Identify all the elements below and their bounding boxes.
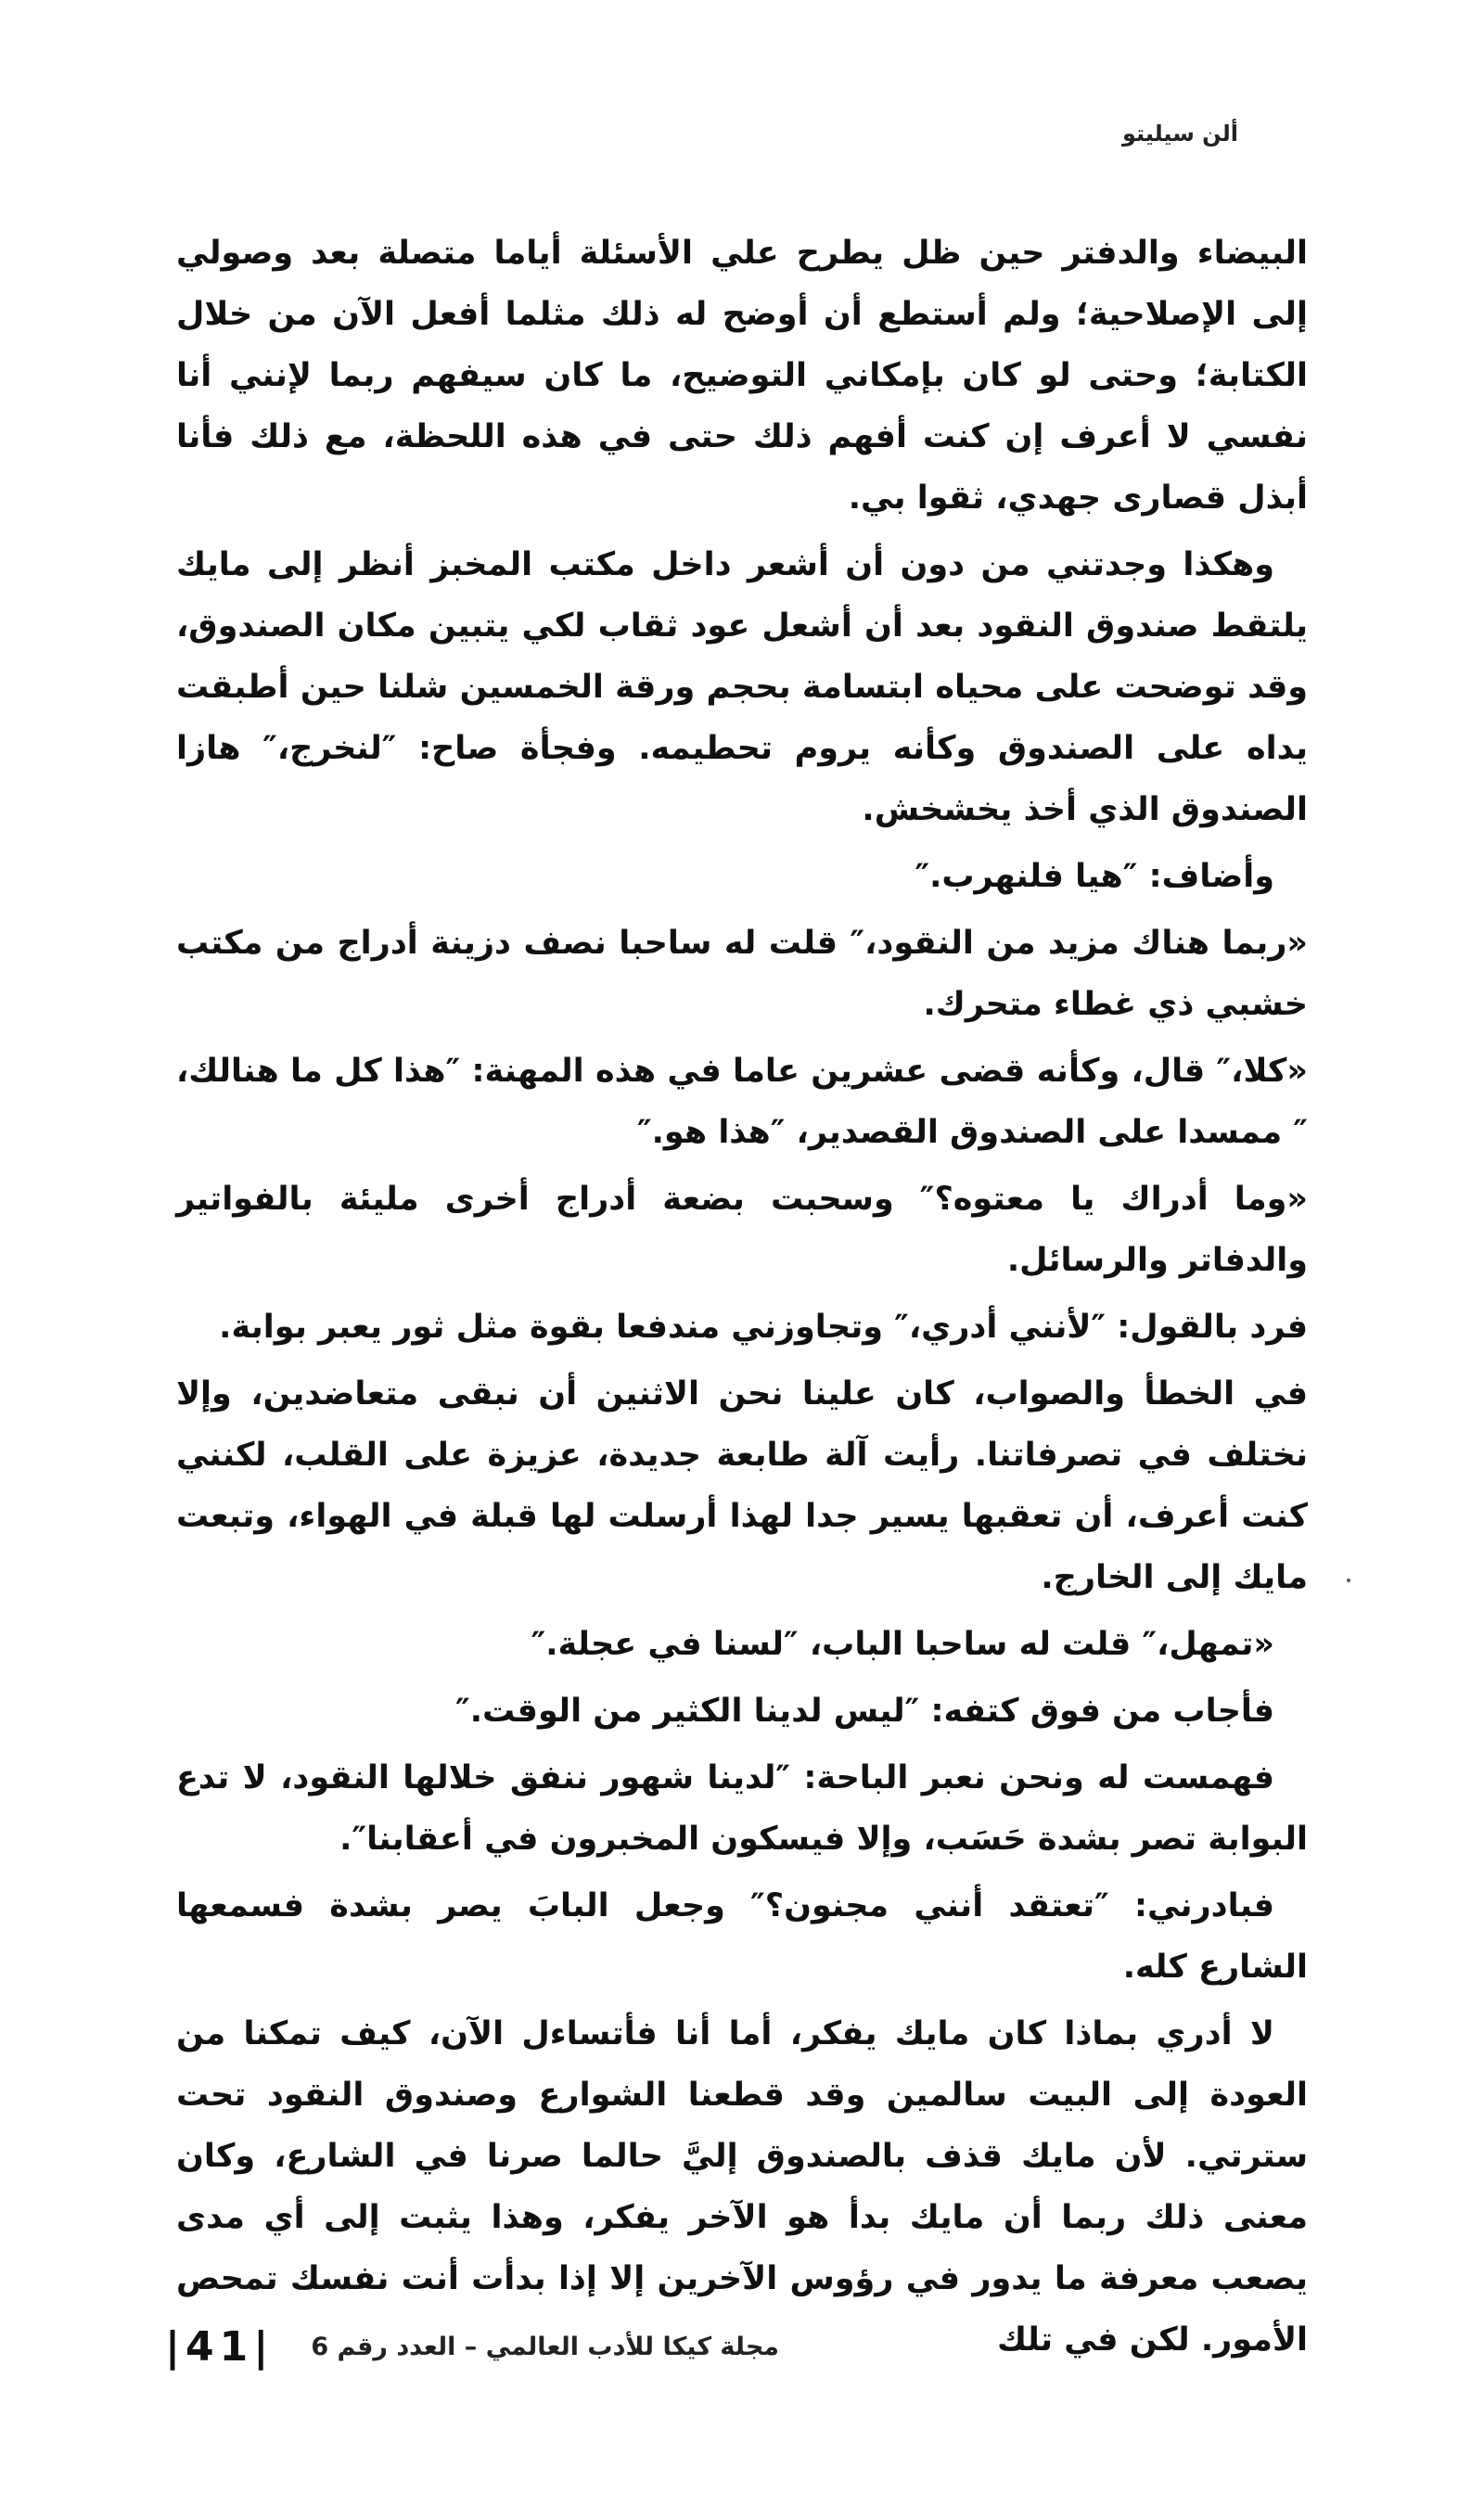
margin-dot xyxy=(1347,1579,1350,1582)
paragraph: البيضاء والدفتر حين ظل يطرح علي الأسئلة أياما متصلة بعد وصولي إلى الإصلاحية؛ ولم أستطع أن أوضح له ذلك مثلما أفعل الآن من خلال الكتابة؛ وحتى لو كان بإمكاني التوضيح، ما كان سيفهم ربما لإنني أنا نفسي لا أعرف إن كنت أفهم ذلك حتى في هذه اللحظة، مع ذلك فأنا أبذل قصارى جهدي، ثقوا بي. xyxy=(176,235,1308,517)
paragraph: وهكذا وجدتني من دون أن أشعر داخل مكتب المخبز أنظر إلى مايك يلتقط صندوق النقود بعد أن أشعل عود ثقاب لكي يتبين مكان الصندوق، وقد توضحت على محياه ابتسامة بحجم ورقة الخمسين شلنا حين أطبقت يداه على الصندوق وكأنه يروم تحطيمه. وفجأة صاح: ″لنخرج،″ هازا الصندوق الذي أخذ يخشخش. xyxy=(176,546,1308,828)
paragraph: فرد بالقول: ″لأنني أدري،″ وتجاوزني مندفعا بقوة مثل ثور يعبر بوابة. xyxy=(219,1309,1308,1346)
paragraph: فهمست له ونحن نعبر الباحة: ″لدينا شهور ننفق خلالها النقود، لا تدع البوابة تصر بشدة حَسَب، وإلا فيسكون المخبرون في أعقابنا″. xyxy=(176,1759,1308,1858)
paragraph: «ربما هناك مزيد من النقود،″ قلت له ساحبا نصف دزينة أدراج من مكتب خشبي ذي غطاء متحرك. xyxy=(176,925,1308,1023)
body-text xyxy=(176,223,1308,2376)
paragraph: لا أدري بماذا كان مايك يفكر، أما أنا فأتساءل الآن، كيف تمكنا من العودة إلى البيت سالمين وقد قطعنا الشوارع وصندوق النقود تحت سترتي. لأن مايك قذف بالصندوق إليَّ حالما صرنا في الشارع، وكان معنى ذلك ربما أن مايك بدأ هو الآخر يفكر، وهذا يثبت إلى أي مدى يصعب معرفة ما يدور في رؤوس الآخرين إلا إذا بدأت أنت نفسك تمحص الأمور. لكن في تلك xyxy=(176,2015,1308,2359)
page-footer xyxy=(165,2323,779,2371)
paragraph: «تمهل،″ قلت له ساحبا الباب، ″لسنا في عجلة.″ xyxy=(531,1626,1274,1663)
paragraph: «كلا،″ قال، وكأنه قضى عشرين عاما في هذه المهنة: ″هذا كل ما هنالك،″ ممسدا على الصندوق القصدير، ″هذا هو.″ xyxy=(176,1053,1308,1151)
page-number: |41| xyxy=(164,2323,275,2371)
paragraph: وأضاف: ″هيا فلنهرب.″ xyxy=(915,858,1274,895)
journal-title: مجلة كيكا للأدب العالمي – العدد رقم 6 xyxy=(311,2333,779,2361)
paragraph: «وما أدراك يا معتوه؟″ وسحبت بضعة أدراج أخرى مليئة بالفواتير والدفاتر والرسائل. xyxy=(176,1181,1308,1279)
running-head-author: ألن سيليتو xyxy=(1121,121,1238,147)
paragraph: في الخطأ والصواب، كان علينا نحن الاثنين أن نبقى متعاضدين، وإلا نختلف في تصرفاتنا. رأيت آلة طابعة جديدة، عزيزة على القلب، لكنني كنت أعرف، أن تعقبها يسير جدا لهذا أرسلت لها قبلة في الهواء، وتبعت مايك إلى الخارج. xyxy=(176,1375,1308,1596)
paragraph: فأجاب من فوق كتفه: ″ليس لدينا الكثير من الوقت.″ xyxy=(455,1693,1274,1730)
paragraph: فبادرني: ″تعتقد أنني مجنون؟″ وجعل البابَ يصر بشدة فسمعها الشارع كله. xyxy=(176,1887,1308,1986)
